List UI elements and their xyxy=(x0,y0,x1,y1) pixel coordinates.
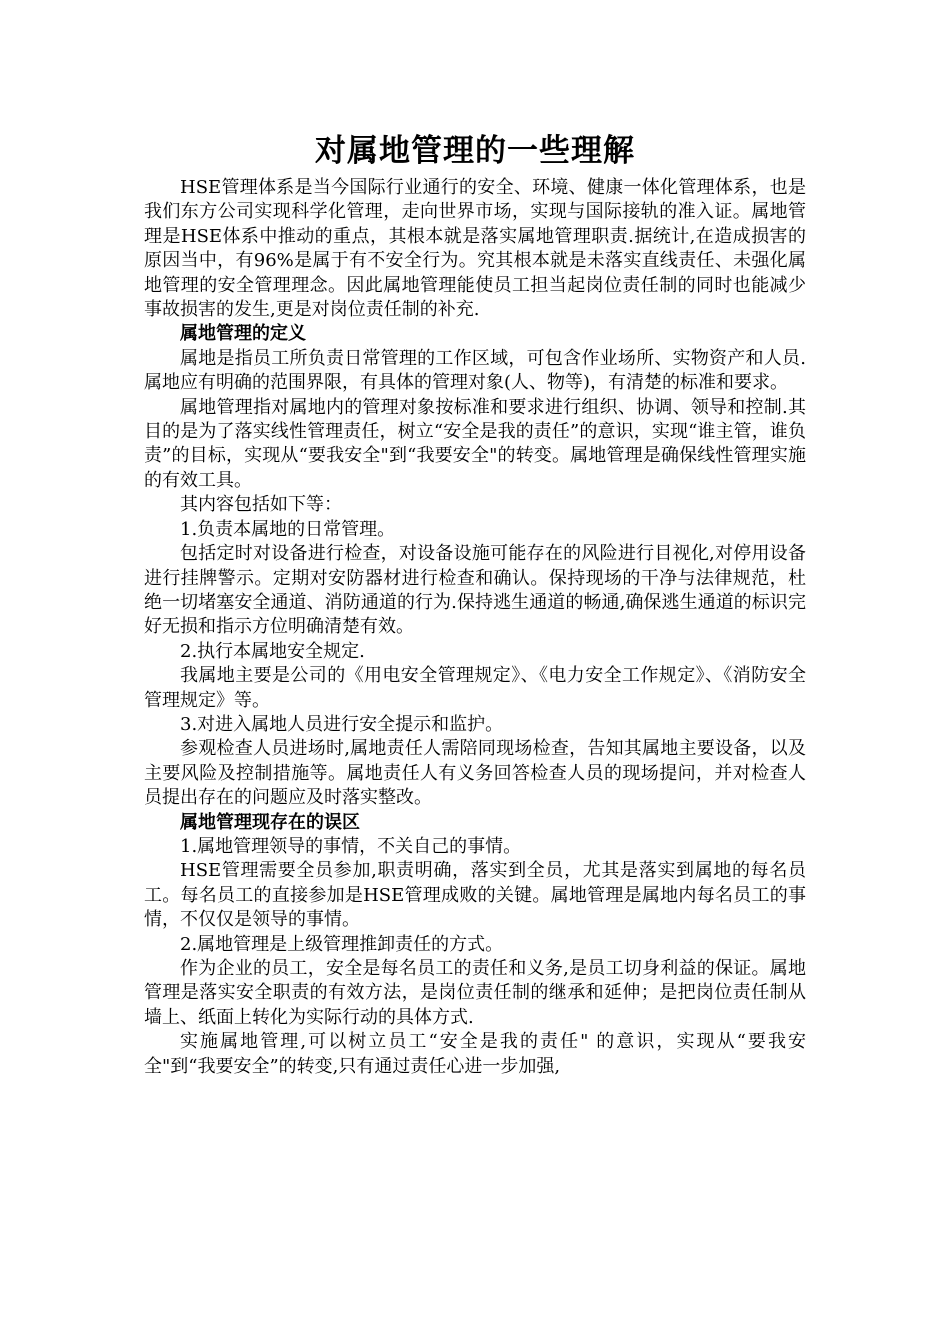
list-item-1: 1.负责本属地的日常管理。 xyxy=(180,518,396,540)
list-item-3: 3.对进入属地人员进行安全提示和监护。 xyxy=(180,713,504,735)
paragraph-intro: HSE管理体系是当今国际行业通行的安全、环境、健康一体化管理体系，也是我们东方公司实现科学化管理，走向世界市场，实现与国际接轨的准入证。属地管理是HSE体系中推动的重点，其根本就是落实属地管理职责.据统计,在造成损害的原因当中，有96%是属于有不安全行为。究其根本就是未落实直线责任、未强化属地管理的安全管理理念。因此属地管理能使员工担当起岗位责任制的同时也能减少事故损害的发生,更是对岗位责任制的补充. xyxy=(144,177,806,321)
paragraph-item-1-detail: 包括定时对设备进行检查，对设备设施可能存在的风险进行目视化,对停用设备进行挂牌警示。定期对安防器材进行检查和确认。保持现场的干净与法律规范，杜绝一切堵塞安全通道、消防通道的行为.保持逃生通道的畅通,确保逃生通道的标识完好无损和指示方位明确清楚有效。 xyxy=(144,543,806,638)
paragraph-item-3-detail: 参观检查人员进场时,属地责任人需陪同现场检查，告知其属地主要设备，以及主要风险及控制措施等。属地责任人有义务回答检查人员的现场提问，并对检查人员提出存在的问题应及时落实整改。 xyxy=(144,738,806,809)
paragraph-item-2-detail: 我属地主要是公司的《用电安全管理规定》、《电力安全工作规定》、《消防安全管理规定》等。 xyxy=(144,665,806,711)
document-title: 对属地管理的一些理解 xyxy=(315,133,635,169)
document-page xyxy=(144,128,806,1079)
heading-misconceptions: 属地管理现存在的误区 xyxy=(180,811,360,833)
paragraph-territory-management: 属地管理指对属地内的管理对象按标准和要求进行组织、协调、领导和控制.其目的是为了落实线性管理责任，树立“安全是我的责任”的意识，实现“谁主管，谁负责”的目标，实现从“要我安全"到“我要安全"的转变。属地管理是确保线性管理实施的有效工具。 xyxy=(144,396,806,491)
heading-definition: 属地管理的定义 xyxy=(180,323,306,345)
paragraph-territory-definition: 属地是指员工所负责日常管理的工作区域，可包含作业场所、实物资产和人员.属地应有明确的范围界限，有具体的管理对象(人、物等)，有清楚的标准和要求。 xyxy=(144,347,806,394)
paragraph-misconception-2-detail: 作为企业的员工，安全是每名员工的责任和义务,是员工切身利益的保证。属地管理是落实安全职责的有效方法，是岗位责任制的继承和延伸；是把岗位责任制从墙上、纸面上转化为实际行动的具体方式. xyxy=(144,958,806,1028)
paragraph-implementation: 实施属地管理,可以树立员工“安全是我的责任" 的意识，实现从“要我安全"到“我要安全”的转变,只有通过责任心进一步加强, xyxy=(144,1031,806,1077)
misconception-1: 1.属地管理领导的事情，不关自己的事情。 xyxy=(180,835,522,857)
misconception-2: 2.属地管理是上级管理推卸责任的方式。 xyxy=(180,933,504,955)
list-item-2: 2.执行本属地安全规定. xyxy=(180,640,365,662)
paragraph-content-intro: 其内容包括如下等： xyxy=(180,494,342,516)
paragraph-misconception-1-detail: HSE管理需要全员参加,职责明确，落实到全员，尤其是落实到属地的每名员工。每名员工的直接参加是HSE管理成败的关键。属地管理是属地内每名员工的事情，不仅仅是领导的事情。 xyxy=(144,860,806,931)
